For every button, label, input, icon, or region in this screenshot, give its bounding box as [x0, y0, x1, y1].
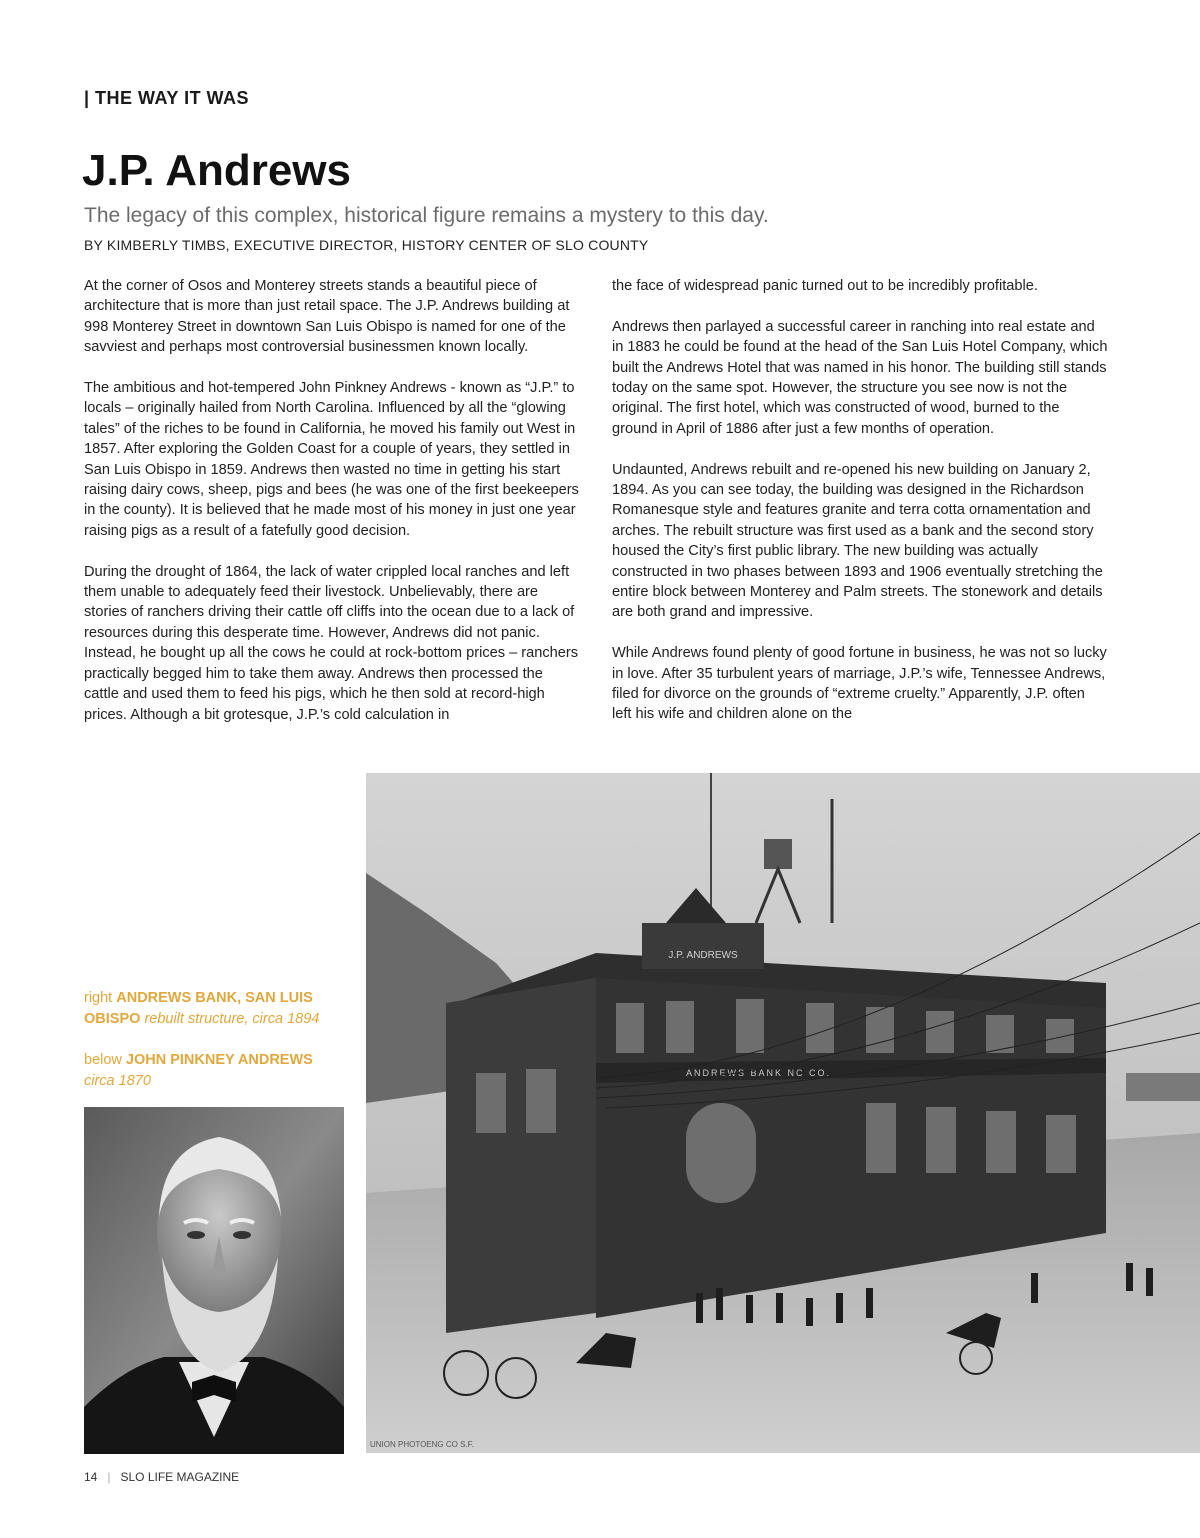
roof-sign: J.P. ANDREWS: [668, 950, 738, 961]
caption-portrait: [84, 1050, 354, 1092]
byline: BY KIMBERLY TIMBS, EXECUTIVE DIRECTOR, HISTORY CENTER OF SLO COUNTY: [84, 237, 649, 253]
publication-name: SLO LIFE MAGAZINE: [120, 1470, 240, 1484]
andrews-bank-photo: [366, 773, 1200, 1453]
paragraph: While Andrews found plenty of good fortune in business, he was not so lucky in love. After 35 turbulent years of marriage, J.P.’s wife, Tennessee Andrews, filed for divorce on the grounds of “extreme cruelty.” Apparently, J.P. often left his wife and children alone on the: [612, 645, 1107, 723]
article-title: J.P. Andrews: [82, 146, 352, 195]
page-footer: [84, 1470, 239, 1484]
portrait-photo: [84, 1107, 344, 1454]
paragraph: At the corner of Osos and Monterey streets stands a beautiful piece of architecture that is more than just retail space. The J.P. Andrews building at 998 Monterey Street in downtown San Luis Obispo is named for one of the savviest and perhaps most controversial businessmen known locally.: [84, 278, 570, 356]
paragraph: Andrews then parlayed a successful career in ranching into real estate and in 1883 he could be found at the head of the San Luis Hotel Company, which built the Andrews Hotel that was named in his honor. The building still stands today on the same spot. However, the structure you see now is not the original. The first hotel, which was constructed of wood, burned to the ground in April of 1886 after just a few months of operation.: [612, 318, 1108, 437]
caption-title: ANDREWS BANK, SAN LUIS OBISPO: [84, 990, 313, 1027]
caption-position: right: [84, 990, 113, 1006]
caption-title: JOHN PINKNEY ANDREWS: [125, 1052, 313, 1068]
page-number: 14: [84, 1470, 98, 1484]
footer-divider: |: [107, 1470, 111, 1484]
paragraph: the face of widespread panic turned out to be incredibly profitable.: [612, 278, 1038, 294]
caption-bank: [84, 988, 354, 1030]
bank-sign: ANDREWS BANK NC CO.: [686, 1068, 832, 1078]
photo-captions: [84, 988, 354, 1112]
photo-credit: UNION PHOTOENG CO S.F.: [370, 1440, 474, 1449]
section-label: | THE WAY IT WAS: [84, 88, 250, 108]
body-column-left: [84, 276, 580, 745]
caption-description: circa 1870: [84, 1073, 151, 1089]
paragraph: During the drought of 1864, the lack of water crippled local ranches and left them unable to adequately feed their livestock. Unbelievably, there are stories of ranchers driving their cattle off cliffs into the ocean due to a lack of resources during this desperate time. However, Andrews did not panic. Instead, he bought up all the cows he could at rock-bottom prices – ranchers practically begged him to take them away. Andrews then processed the cattle and used them to feed his pigs, which he then sold at record-high prices. Although a bit grotesque, J.P.’s cold calculation in: [84, 563, 579, 723]
paragraph: Undaunted, Andrews rebuilt and re-opened his new building on January 2, 1894. As you can see today, the building was designed in the Richardson Romanesque style and features granite and terra cotta ornamentation and arches. The rebuilt structure was first used as a bank and the second story housed the City’s first public library. The new building was actually constructed in two phases between 1893 and 1906 eventually stretching the entire block between Monterey and Palm streets. The stonework and details are both grand and impressive.: [612, 461, 1103, 621]
paragraph: The ambitious and hot-tempered John Pinkney Andrews - known as “J.P.” to locals – originally hailed from North Carolina. Influenced by all the “glowing tales” of the riches to be found in California, he moved his family out West in 1857. After exploring the Golden Coast for a couple of years, they settled in San Luis Obispo in 1859. Andrews then wasted no time in getting his start raising dairy cows, sheep, pigs and bees (he was one of the first beekeepers in the county). It is believed that he made most of his money in just one year raising pigs as a result of a fatefully good decision.: [84, 380, 579, 539]
caption-position: below: [84, 1052, 122, 1068]
caption-description: rebuilt structure, circa 1894: [144, 1011, 320, 1027]
article-subtitle: The legacy of this complex, historical figure remains a mystery to this day.: [84, 204, 769, 227]
body-column-right: [612, 276, 1108, 745]
